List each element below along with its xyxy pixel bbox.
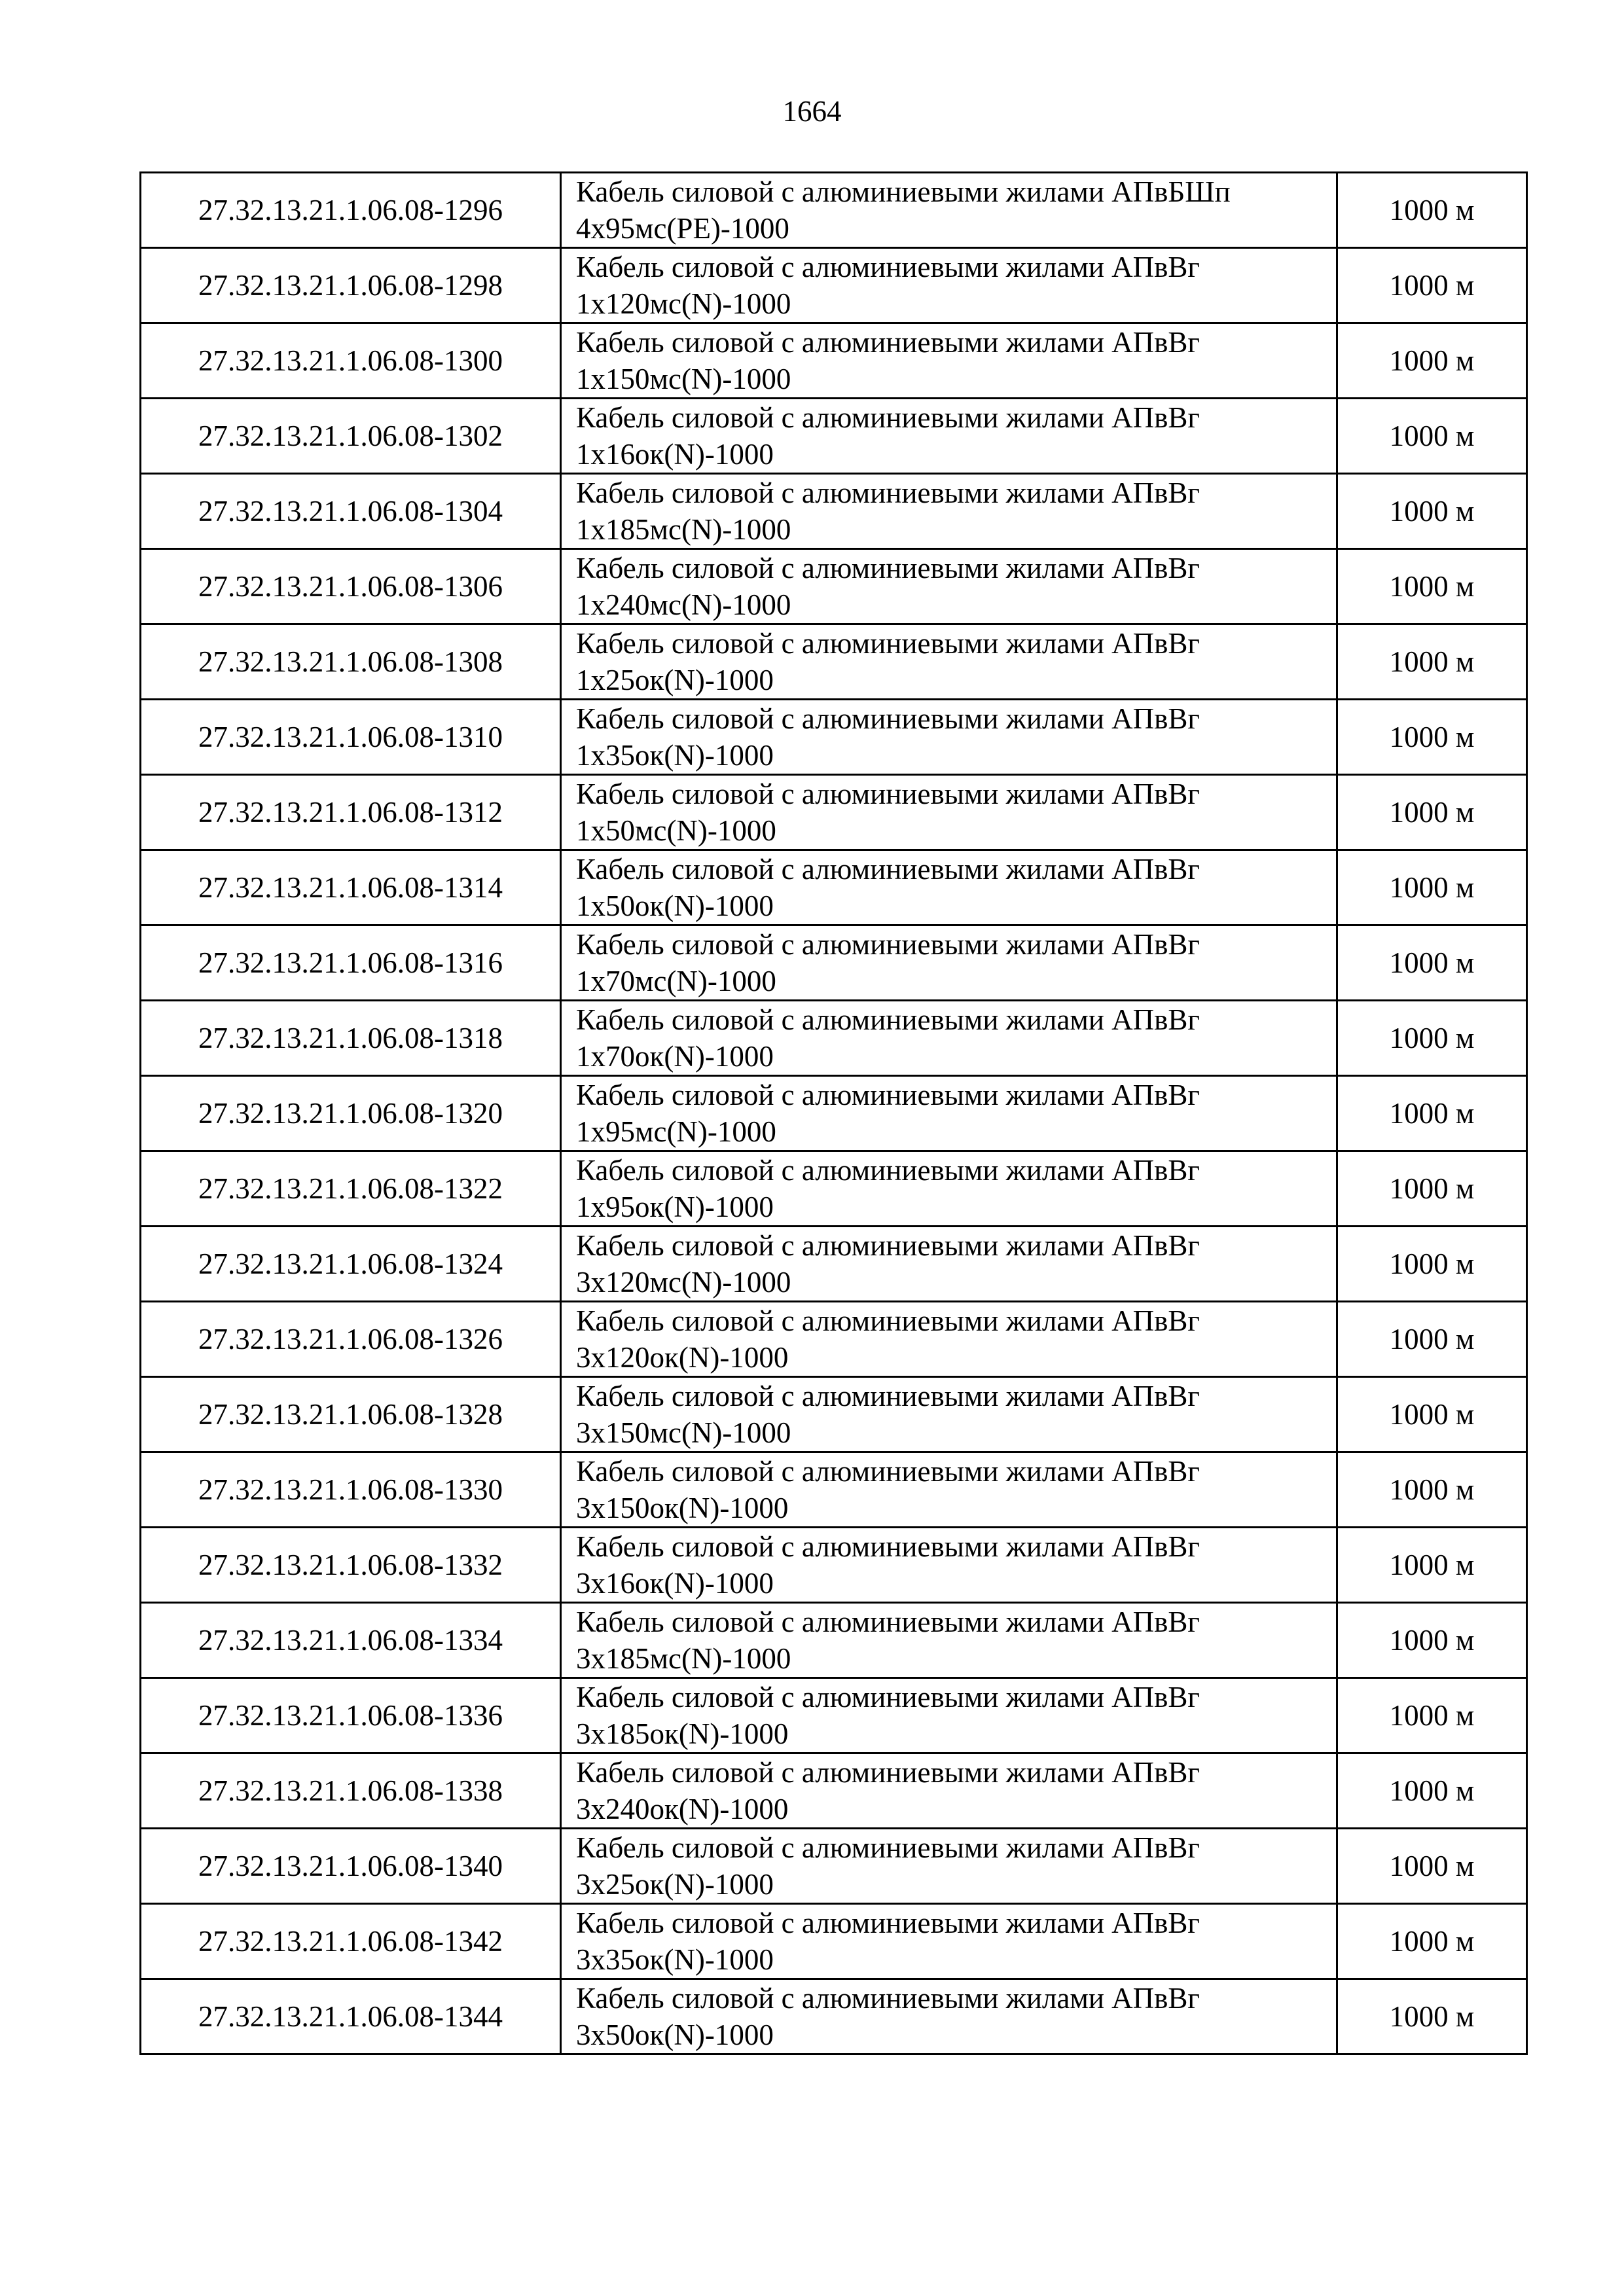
unit-of-measure: 1000 м [1337, 1829, 1527, 1904]
resource-code: 27.32.13.21.1.06.08-1342 [141, 1904, 561, 1979]
resource-code: 27.32.13.21.1.06.08-1328 [141, 1377, 561, 1452]
unit-of-measure: 1000 м [1337, 850, 1527, 925]
resource-code: 27.32.13.21.1.06.08-1338 [141, 1753, 561, 1829]
catalog-table [139, 171, 1528, 2055]
unit-of-measure: 1000 м [1337, 399, 1527, 474]
resource-name-line-2: 1х70ок(N)-1000 [576, 1040, 774, 1073]
resource-name [561, 1528, 1337, 1603]
unit-of-measure: 1000 м [1337, 1904, 1527, 1979]
resource-name-line-1: Кабель силовой с алюминиевыми жилами АПвВг [576, 476, 1200, 509]
resource-code: 27.32.13.21.1.06.08-1296 [141, 173, 561, 248]
resource-name-line-2: 1х95мс(N)-1000 [576, 1115, 776, 1148]
resource-name-line-1: Кабель силовой с алюминиевыми жилами АПвВг [576, 702, 1200, 735]
table-row [141, 1452, 1527, 1528]
resource-name-line-1: Кабель силовой с алюминиевыми жилами АПвВг [576, 1380, 1200, 1412]
resource-name [561, 1603, 1337, 1678]
unit-of-measure: 1000 м [1337, 775, 1527, 850]
resource-code: 27.32.13.21.1.06.08-1324 [141, 1227, 561, 1302]
resource-code: 27.32.13.21.1.06.08-1336 [141, 1678, 561, 1753]
unit-of-measure: 1000 м [1337, 1528, 1527, 1603]
resource-name-line-2: 1х120мс(N)-1000 [576, 287, 791, 320]
resource-name-line-2: 3х25ок(N)-1000 [576, 1868, 774, 1901]
resource-name [561, 1227, 1337, 1302]
resource-code: 27.32.13.21.1.06.08-1322 [141, 1151, 561, 1227]
resource-name-line-1: Кабель силовой с алюминиевыми жилами АПвВг [576, 928, 1200, 961]
unit-of-measure: 1000 м [1337, 1979, 1527, 2054]
unit-of-measure: 1000 м [1337, 173, 1527, 248]
table-row [141, 1678, 1527, 1753]
resource-name-line-2: 1х35ок(N)-1000 [576, 739, 774, 772]
table-row [141, 323, 1527, 399]
resource-name [561, 775, 1337, 850]
resource-code: 27.32.13.21.1.06.08-1320 [141, 1076, 561, 1151]
resource-name [561, 1904, 1337, 1979]
resource-name [561, 1452, 1337, 1528]
resource-name [561, 549, 1337, 624]
resource-code: 27.32.13.21.1.06.08-1312 [141, 775, 561, 850]
resource-name-line-2: 3х120ок(N)-1000 [576, 1341, 789, 1374]
resource-name-line-2: 1х16ок(N)-1000 [576, 438, 774, 471]
table-row [141, 775, 1527, 850]
resource-name-line-2: 1х50мс(N)-1000 [576, 814, 776, 847]
table-row [141, 1001, 1527, 1076]
resource-code: 27.32.13.21.1.06.08-1308 [141, 624, 561, 700]
table-row [141, 1603, 1527, 1678]
resource-name-line-2: 3х150ок(N)-1000 [576, 1492, 789, 1524]
unit-of-measure: 1000 м [1337, 624, 1527, 700]
resource-name-line-2: 1х95ок(N)-1000 [576, 1191, 774, 1223]
table-row [141, 1753, 1527, 1829]
resource-code: 27.32.13.21.1.06.08-1330 [141, 1452, 561, 1528]
resource-name-line-1: Кабель силовой с алюминиевыми жилами АПвВг [576, 1982, 1200, 2015]
table-row [141, 549, 1527, 624]
unit-of-measure: 1000 м [1337, 1377, 1527, 1452]
resource-name [561, 474, 1337, 549]
resource-name-line-2: 1х50ок(N)-1000 [576, 889, 774, 922]
unit-of-measure: 1000 м [1337, 1678, 1527, 1753]
resource-name-line-1: Кабель силовой с алюминиевыми жилами АПвВг [576, 1229, 1200, 1262]
table-row [141, 1151, 1527, 1227]
table-row [141, 1302, 1527, 1377]
unit-of-measure: 1000 м [1337, 323, 1527, 399]
table-row [141, 850, 1527, 925]
resource-name-line-1: Кабель силовой с алюминиевыми жилами АПвВг [576, 1831, 1200, 1864]
resource-code: 27.32.13.21.1.06.08-1334 [141, 1603, 561, 1678]
catalog-table-body [141, 173, 1527, 2054]
resource-name-line-2: 3х50ок(N)-1000 [576, 2018, 774, 2051]
unit-of-measure: 1000 м [1337, 1151, 1527, 1227]
resource-name-line-2: 1х150мс(N)-1000 [576, 363, 791, 395]
table-row [141, 624, 1527, 700]
resource-code: 27.32.13.21.1.06.08-1318 [141, 1001, 561, 1076]
unit-of-measure: 1000 м [1337, 248, 1527, 323]
resource-name-line-1: Кабель силовой с алюминиевыми жилами АПвВг [576, 1455, 1200, 1488]
resource-code: 27.32.13.21.1.06.08-1302 [141, 399, 561, 474]
resource-name [561, 850, 1337, 925]
resource-code: 27.32.13.21.1.06.08-1306 [141, 549, 561, 624]
table-row [141, 1829, 1527, 1904]
resource-name-line-1: Кабель силовой с алюминиевыми жилами АПвВг [576, 1530, 1200, 1563]
resource-name-line-2: 3х16ок(N)-1000 [576, 1567, 774, 1600]
table-row [141, 474, 1527, 549]
unit-of-measure: 1000 м [1337, 549, 1527, 624]
resource-name-line-1: Кабель силовой с алюминиевыми жилами АПвВг [576, 1907, 1200, 1939]
unit-of-measure: 1000 м [1337, 474, 1527, 549]
resource-name-line-2: 1х240мс(N)-1000 [576, 588, 791, 621]
resource-name-line-2: 3х185мс(N)-1000 [576, 1642, 791, 1675]
resource-code: 27.32.13.21.1.06.08-1310 [141, 700, 561, 775]
resource-name-line-1: Кабель силовой с алюминиевыми жилами АПвВг [576, 1304, 1200, 1337]
resource-name-line-2: 3х150мс(N)-1000 [576, 1416, 791, 1449]
resource-name-line-2: 1х25ок(N)-1000 [576, 664, 774, 696]
resource-name-line-1: Кабель силовой с алюминиевыми жилами АПвВг [576, 1605, 1200, 1638]
resource-name [561, 399, 1337, 474]
resource-name [561, 1377, 1337, 1452]
unit-of-measure: 1000 м [1337, 925, 1527, 1001]
resource-code: 27.32.13.21.1.06.08-1304 [141, 474, 561, 549]
table-row [141, 700, 1527, 775]
resource-code: 27.32.13.21.1.06.08-1300 [141, 323, 561, 399]
resource-code: 27.32.13.21.1.06.08-1340 [141, 1829, 561, 1904]
unit-of-measure: 1000 м [1337, 1302, 1527, 1377]
resource-name [561, 1001, 1337, 1076]
resource-code: 27.32.13.21.1.06.08-1314 [141, 850, 561, 925]
resource-name [561, 1678, 1337, 1753]
resource-code: 27.32.13.21.1.06.08-1344 [141, 1979, 561, 2054]
resource-name [561, 173, 1337, 248]
resource-name-line-1: Кабель силовой с алюминиевыми жилами АПвВг [576, 1079, 1200, 1111]
resource-name-line-1: Кабель силовой с алюминиевыми жилами АПвБШп [576, 175, 1231, 208]
resource-name-line-1: Кабель силовой с алюминиевыми жилами АПвВг [576, 1681, 1200, 1713]
unit-of-measure: 1000 м [1337, 1452, 1527, 1528]
table-row [141, 1227, 1527, 1302]
table-row [141, 173, 1527, 248]
unit-of-measure: 1000 м [1337, 1603, 1527, 1678]
resource-name [561, 1829, 1337, 1904]
resource-name-line-1: Кабель силовой с алюминиевыми жилами АПвВг [576, 251, 1200, 283]
resource-name-line-1: Кабель силовой с алюминиевыми жилами АПвВг [576, 326, 1200, 359]
resource-name-line-2: 3х120мс(N)-1000 [576, 1266, 791, 1299]
resource-name-line-1: Кабель силовой с алюминиевыми жилами АПвВг [576, 1756, 1200, 1789]
page-number: 1664 [782, 95, 842, 128]
resource-name-line-2: 1х70мс(N)-1000 [576, 965, 776, 997]
resource-name-line-1: Кабель силовой с алюминиевыми жилами АПвВг [576, 778, 1200, 810]
resource-name-line-1: Кабель силовой с алюминиевыми жилами АПвВг [576, 401, 1200, 434]
unit-of-measure: 1000 м [1337, 1076, 1527, 1151]
unit-of-measure: 1000 м [1337, 1227, 1527, 1302]
unit-of-measure: 1000 м [1337, 1753, 1527, 1829]
unit-of-measure: 1000 м [1337, 700, 1527, 775]
resource-name-line-1: Кабель силовой с алюминиевыми жилами АПвВг [576, 627, 1200, 660]
resource-name [561, 925, 1337, 1001]
resource-name-line-2: 3х240ок(N)-1000 [576, 1793, 789, 1825]
resource-code: 27.32.13.21.1.06.08-1316 [141, 925, 561, 1001]
table-row [141, 925, 1527, 1001]
table-row [141, 399, 1527, 474]
unit-of-measure: 1000 м [1337, 1001, 1527, 1076]
resource-name [561, 1979, 1337, 2054]
resource-code: 27.32.13.21.1.06.08-1332 [141, 1528, 561, 1603]
resource-name [561, 624, 1337, 700]
table-row [141, 1979, 1527, 2054]
table-row [141, 248, 1527, 323]
resource-code: 27.32.13.21.1.06.08-1326 [141, 1302, 561, 1377]
resource-name-line-2: 1х185мс(N)-1000 [576, 513, 791, 546]
resource-name [561, 700, 1337, 775]
table-row [141, 1377, 1527, 1452]
resource-name-line-2: 3х185ок(N)-1000 [576, 1717, 789, 1750]
table-row [141, 1076, 1527, 1151]
resource-code: 27.32.13.21.1.06.08-1298 [141, 248, 561, 323]
resource-name [561, 1302, 1337, 1377]
resource-name [561, 1753, 1337, 1829]
resource-name-line-1: Кабель силовой с алюминиевыми жилами АПвВг [576, 853, 1200, 886]
resource-name [561, 1076, 1337, 1151]
table-row [141, 1528, 1527, 1603]
resource-name [561, 248, 1337, 323]
resource-name [561, 323, 1337, 399]
table-row [141, 1904, 1527, 1979]
resource-name-line-2: 3х35ок(N)-1000 [576, 1943, 774, 1976]
resource-name-line-2: 4х95мс(PE)-1000 [576, 212, 789, 245]
resource-name-line-1: Кабель силовой с алюминиевыми жилами АПвВг [576, 1154, 1200, 1187]
resource-name-line-1: Кабель силовой с алюминиевыми жилами АПвВг [576, 552, 1200, 584]
resource-name [561, 1151, 1337, 1227]
resource-name-line-1: Кабель силовой с алюминиевыми жилами АПвВг [576, 1003, 1200, 1036]
